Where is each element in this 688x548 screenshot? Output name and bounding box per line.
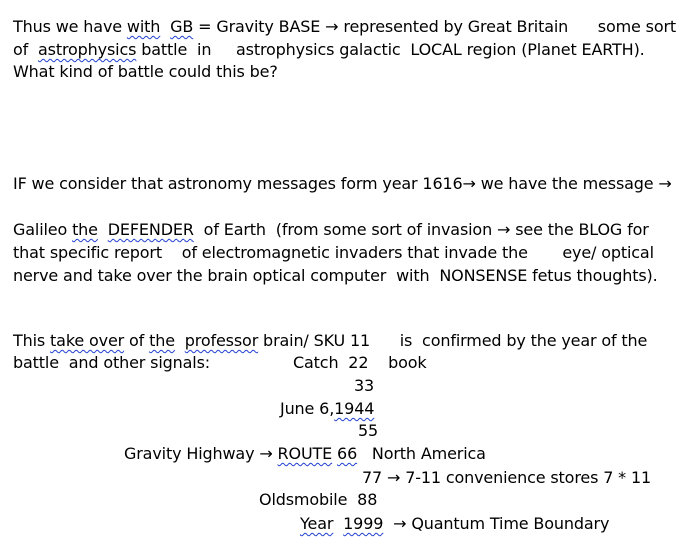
catch-22-line: Catch 22 book — [293, 353, 427, 372]
text-run: North America — [357, 444, 486, 463]
p3-line1 — [13, 220, 649, 240]
text-run: battle in astrophysics galactic LOCAL region (Planet EARTH). — [136, 40, 645, 59]
text-run — [160, 17, 170, 36]
text-run — [333, 514, 343, 533]
number-33-line: 33 — [354, 376, 375, 395]
text-run: of — [13, 40, 38, 59]
number-55-line: 55 — [358, 421, 379, 440]
spellcheck-word: 1999 — [343, 514, 384, 533]
year-1999-line — [300, 514, 609, 534]
text-run: June 6, — [280, 399, 335, 418]
p1-line1 — [13, 17, 676, 37]
spellcheck-word: 1944 — [334, 399, 375, 418]
p4-line1 — [13, 331, 647, 351]
p3-line3: nerve and take over the brain optical computer with NONSENSE fetus thoughts). — [13, 266, 658, 285]
spellcheck-word: the — [149, 331, 175, 350]
text-run — [175, 331, 185, 350]
text-run — [98, 220, 108, 239]
spellcheck-word: ROUTE — [277, 444, 333, 463]
spellcheck-word: GB — [170, 17, 194, 36]
p2-line1: IF we consider that astronomy messages form year 1616→ we have the message → — [13, 174, 672, 193]
p1-line2 — [13, 40, 645, 60]
text-run: Gravity Highway → — [124, 444, 278, 463]
number-77-line: 77 → 7-11 convenience stores 7 * 11 — [362, 468, 652, 487]
p3-line2: that specific report of electromagnetic invaders that invade the eye/ optical — [13, 243, 654, 262]
route-66-line — [124, 444, 486, 464]
text-run: of — [124, 331, 150, 350]
spellcheck-word: Year — [300, 514, 334, 533]
text-run: of Earth (from some sort of invasion → see the BLOG for — [193, 220, 649, 239]
spellcheck-word: astrophysics — [38, 40, 137, 59]
p1-line3: What kind of battle could this be? — [13, 62, 278, 81]
spellcheck-word: professor — [184, 331, 259, 350]
spellcheck-word: 66 — [337, 444, 358, 463]
p4-line2: battle and other signals: — [13, 353, 211, 372]
text-run: Thus we have — [13, 17, 127, 36]
spellcheck-word: with — [126, 17, 161, 36]
text-run: → Quantum Time Boundary — [383, 514, 610, 533]
text-run: = Gravity BASE → represented by Great Britain some sort — [193, 17, 677, 36]
june-1944-line — [280, 399, 374, 419]
oldsmobile-88-line: Oldsmobile 88 — [259, 490, 378, 509]
spellcheck-word: DEFENDER — [107, 220, 194, 239]
text-run: brain/ SKU 11 is confirmed by the year of the — [258, 331, 648, 350]
spellcheck-word: take over — [50, 331, 125, 350]
spellcheck-word: the — [72, 220, 98, 239]
text-run: Galileo — [13, 220, 73, 239]
text-run: This — [13, 331, 51, 350]
